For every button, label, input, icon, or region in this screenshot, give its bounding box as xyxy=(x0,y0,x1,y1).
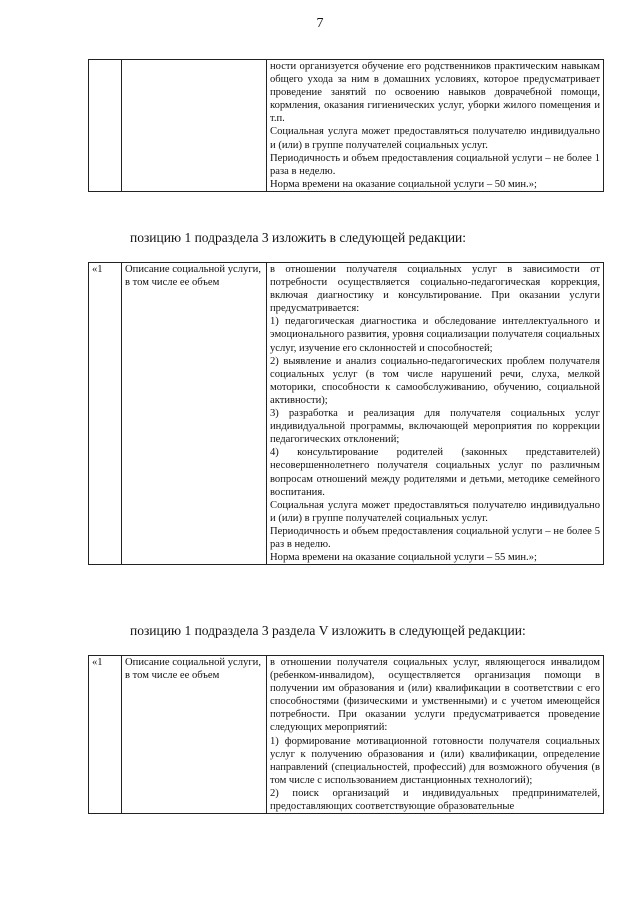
paragraph: Периодичность и объем предоставления социальной услуги – не более 5 раз в неделю. xyxy=(270,525,600,550)
paragraph: в отношении получателя социальных услуг, являющегося инвалидом (ребенком-инвалидом), осуществляется организация помощи в получении им образования и (или) квалификации в соответствии с его способностями (физическими и умственными) и с учетом имеющейся потребности. При оказании услуги предусматривается проведение следующих мероприятий: xyxy=(270,657,600,734)
paragraph: 4) консультирование родителей (законных представителей) несовершеннолетнего получателя социальных услуг по различным вопросам отношений между родителями и детьми, методике семейного воспитания. xyxy=(270,447,600,498)
paragraph: 1) педагогическая диагностика и обследование интеллектуального и эмоционального развития, уровня социализации получателя социальных услуг, изучение его склонностей и способностей; xyxy=(270,316,600,354)
service-table-1 xyxy=(88,59,604,192)
description-label-cell xyxy=(122,60,267,192)
page-number: 7 xyxy=(316,16,324,31)
paragraph: ности организуется обучение его родственников практическим навыкам общего ухода за ним в домашних условиях, которое предусматривает проведение занятий по освоению навыков доврачебной помощи, кормления, оказания гигиенических услуг, уборки жилого помещения и т.п. xyxy=(270,61,600,125)
position-cell: «1 xyxy=(89,263,122,565)
table-row xyxy=(89,60,604,192)
paragraph: 2) выявление и анализ социально-педагогических проблем получателя социальных услуг (в том числе нарушений речи, слуха, мелкой моторики, способности к самообслуживанию, обучению, социальной активности); xyxy=(270,355,600,406)
position-cell: «1 xyxy=(89,656,122,814)
amendment-heading: позицию 1 подраздела 3 изложить в следующей редакции: xyxy=(130,230,467,245)
table-row xyxy=(89,656,604,814)
service-table-3 xyxy=(88,655,604,814)
description-text-cell xyxy=(267,60,604,192)
paragraph: Норма времени на оказание социальной услуги – 55 мин.»; xyxy=(270,552,537,564)
paragraph: Социальная услуга может предоставляться получателю индивидуально и (или) в группе получателей социальных услуг. xyxy=(270,499,600,524)
paragraph: 2) поиск организаций и индивидуальных предпринимателей, предоставляющих соответствующие образовательные xyxy=(270,787,600,813)
position-cell xyxy=(89,60,122,192)
description-text-cell xyxy=(267,656,604,814)
paragraph: Периодичность и объем предоставления социальной услуги – не более 1 раза в неделю. xyxy=(270,152,600,177)
table-row xyxy=(89,263,604,565)
description-label-cell: Описание социальной услуги, в том числе ее объем xyxy=(122,656,267,814)
service-table-2 xyxy=(88,262,604,565)
description-text-cell xyxy=(267,263,604,565)
paragraph: 1) формирование мотивационной готовности получателя социальных услуг к получению образования и (или) квалификации, определение направлений (специальностей, профессий) для возможного обучения (в том числе с использованием дистанционных технологий); xyxy=(270,735,600,786)
paragraph: в отношении получателя социальных услуг в зависимости от потребности осуществляется социально-педагогическая коррекция, включая диагностику и консультирование. При оказании услуги предусматривается: xyxy=(270,264,600,315)
paragraph: Социальная услуга может предоставляться получателю индивидуально и (или) в группе получателей социальных услуг. xyxy=(270,126,600,151)
description-label-cell: Описание социальной услуги, в том числе ее объем xyxy=(122,263,267,565)
paragraph: Норма времени на оказание социальной услуги – 50 мин.»; xyxy=(270,178,537,190)
amendment-heading: позицию 1 подраздела 3 раздела V изложить в следующей редакции: xyxy=(130,623,526,638)
paragraph: 3) разработка и реализация для получателя социальных услуг индивидуальной программы, включающей мероприятия по коррекции педагогических отклонений; xyxy=(270,408,600,446)
